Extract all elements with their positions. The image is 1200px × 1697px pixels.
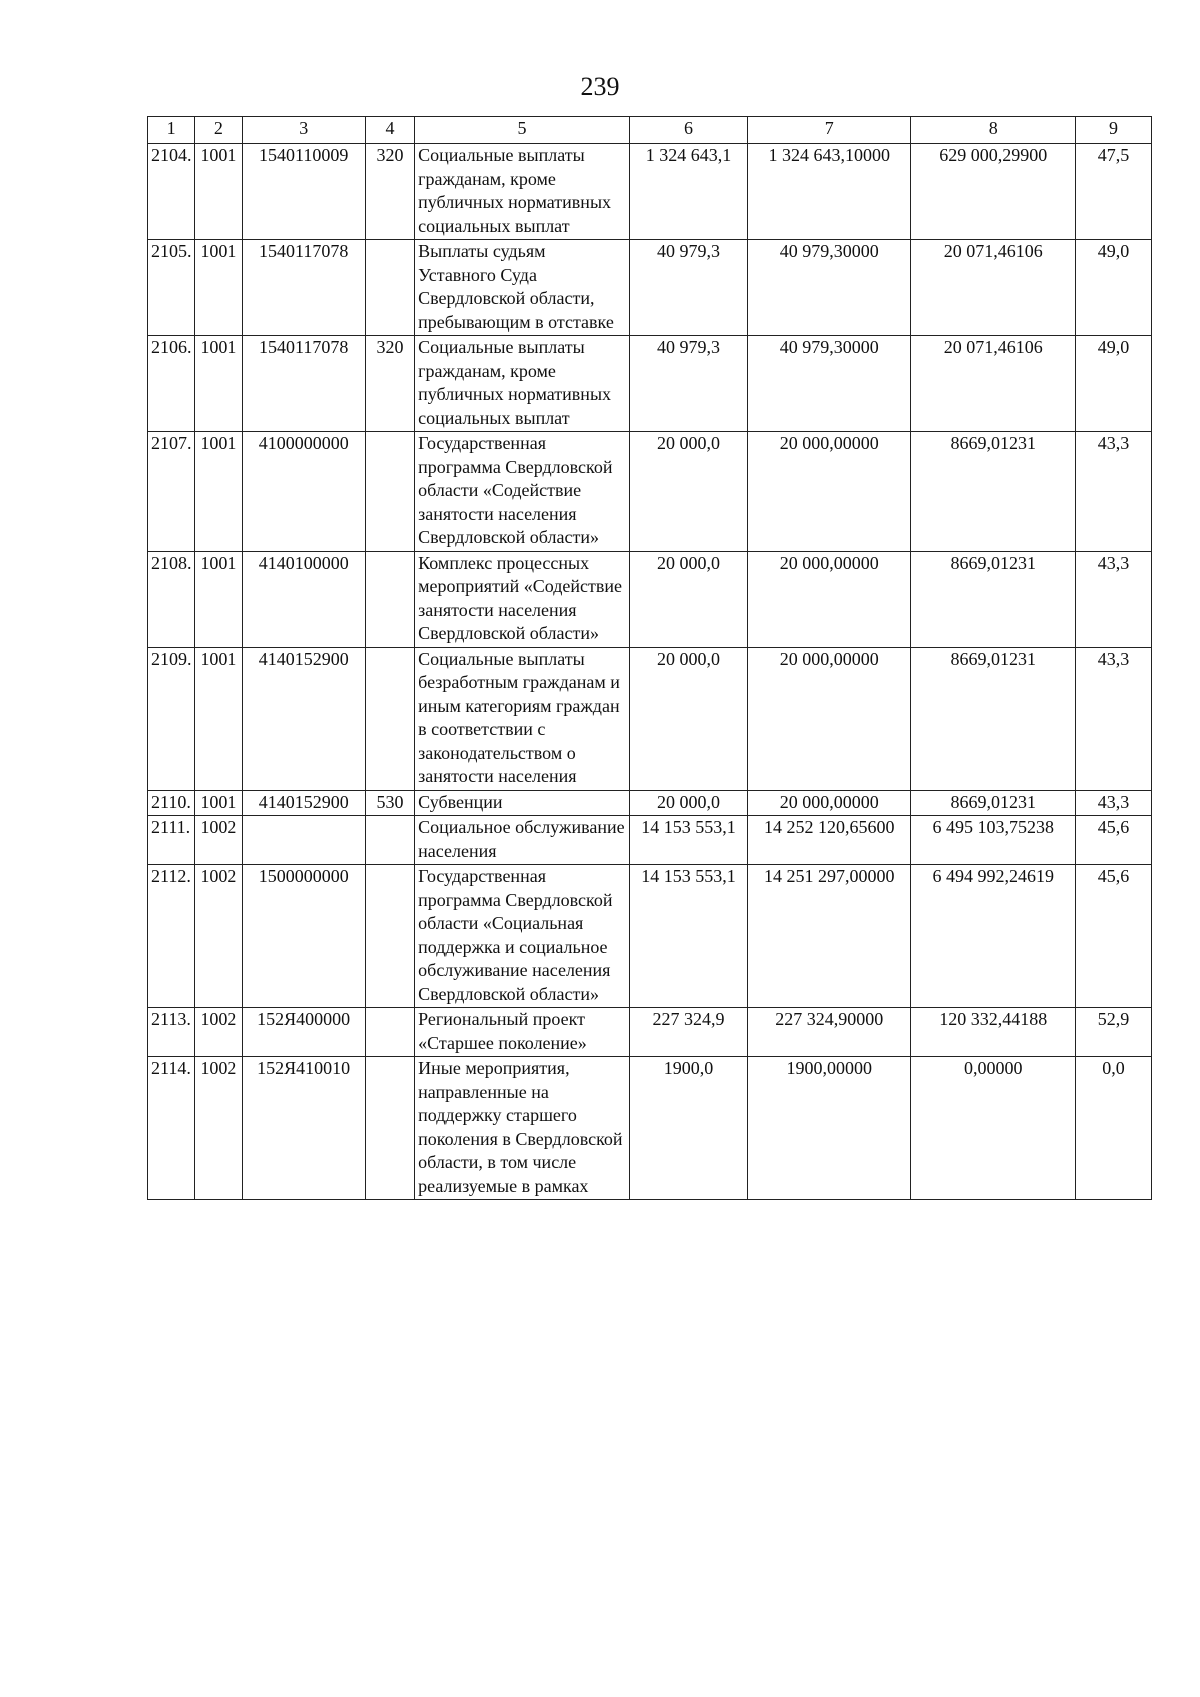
approved-amount-cell: 20 000,0 bbox=[629, 432, 747, 552]
item-name-cell: Социальные выплаты гражданам, кроме публичных нормативных социальных выплат bbox=[415, 336, 630, 432]
item-name-cell: Иные мероприятия, направленные на поддержку старшего поколения в Свердловской области, в том числе реализуемые в рамках bbox=[415, 1057, 630, 1200]
execution-percent-cell: 49,0 bbox=[1075, 240, 1151, 336]
column-header: 9 bbox=[1075, 117, 1151, 144]
item-name-cell: Субвенции bbox=[415, 790, 630, 816]
page-number: 239 bbox=[580, 72, 620, 101]
approved-amount-cell: 20 000,0 bbox=[629, 551, 747, 647]
item-name-cell: Социальные выплаты безработным гражданам и иным категориям граждан в соответствии с законодательством о занятости населения bbox=[415, 647, 630, 790]
item-name-cell: Социальные выплаты гражданам, кроме публичных нормативных социальных выплат bbox=[415, 144, 630, 240]
execution-percent-cell: 49,0 bbox=[1075, 336, 1151, 432]
table-row bbox=[148, 1008, 1152, 1057]
target-code-cell: 4100000000 bbox=[242, 432, 365, 552]
execution-percent-cell: 43,3 bbox=[1075, 790, 1151, 816]
target-code-cell: 1540117078 bbox=[242, 336, 365, 432]
table-row bbox=[148, 816, 1152, 865]
target-code-cell: 152Я410010 bbox=[242, 1057, 365, 1200]
expense-type-cell: 320 bbox=[365, 336, 414, 432]
executed-amount-cell: 8669,01231 bbox=[911, 551, 1075, 647]
refined-amount-cell: 14 252 120,65600 bbox=[748, 816, 911, 865]
item-name-cell: Социальное обслуживание населения bbox=[415, 816, 630, 865]
table-row bbox=[148, 865, 1152, 1008]
row-number-cell: 2113. bbox=[148, 1008, 195, 1057]
refined-amount-cell: 40 979,30000 bbox=[748, 240, 911, 336]
executed-amount-cell: 8669,01231 bbox=[911, 432, 1075, 552]
expense-type-cell bbox=[365, 551, 414, 647]
row-number-cell: 2114. bbox=[148, 1057, 195, 1200]
section-code-cell: 1002 bbox=[195, 1057, 242, 1200]
approved-amount-cell: 1900,0 bbox=[629, 1057, 747, 1200]
row-number-cell: 2109. bbox=[148, 647, 195, 790]
execution-percent-cell: 0,0 bbox=[1075, 1057, 1151, 1200]
execution-percent-cell: 45,6 bbox=[1075, 865, 1151, 1008]
expense-type-cell bbox=[365, 816, 414, 865]
section-code-cell: 1001 bbox=[195, 551, 242, 647]
budget-table bbox=[147, 116, 1152, 1200]
expense-type-cell bbox=[365, 647, 414, 790]
item-name-cell: Государственная программа Свердловской области «Социальная поддержка и социальное обслуживание населения Свердловской области» bbox=[415, 865, 630, 1008]
target-code-cell: 1540110009 bbox=[242, 144, 365, 240]
item-name-cell: Государственная программа Свердловской области «Содействие занятости населения Свердловской области» bbox=[415, 432, 630, 552]
execution-percent-cell: 47,5 bbox=[1075, 144, 1151, 240]
section-code-cell: 1001 bbox=[195, 336, 242, 432]
refined-amount-cell: 1 324 643,10000 bbox=[748, 144, 911, 240]
section-code-cell: 1002 bbox=[195, 816, 242, 865]
table-row bbox=[148, 336, 1152, 432]
target-code-cell: 4140100000 bbox=[242, 551, 365, 647]
expense-type-cell bbox=[365, 1008, 414, 1057]
table-header-row bbox=[148, 117, 1152, 144]
execution-percent-cell: 52,9 bbox=[1075, 1008, 1151, 1057]
executed-amount-cell: 20 071,46106 bbox=[911, 240, 1075, 336]
refined-amount-cell: 227 324,90000 bbox=[748, 1008, 911, 1057]
executed-amount-cell: 8669,01231 bbox=[911, 647, 1075, 790]
refined-amount-cell: 20 000,00000 bbox=[748, 790, 911, 816]
table-row bbox=[148, 144, 1152, 240]
approved-amount-cell: 14 153 553,1 bbox=[629, 816, 747, 865]
approved-amount-cell: 40 979,3 bbox=[629, 240, 747, 336]
section-code-cell: 1001 bbox=[195, 432, 242, 552]
section-code-cell: 1002 bbox=[195, 865, 242, 1008]
expense-type-cell: 530 bbox=[365, 790, 414, 816]
row-number-cell: 2104. bbox=[148, 144, 195, 240]
refined-amount-cell: 20 000,00000 bbox=[748, 647, 911, 790]
execution-percent-cell: 43,3 bbox=[1075, 432, 1151, 552]
approved-amount-cell: 20 000,0 bbox=[629, 647, 747, 790]
column-header: 7 bbox=[748, 117, 911, 144]
target-code-cell: 4140152900 bbox=[242, 790, 365, 816]
item-name-cell: Региональный проект «Старшее поколение» bbox=[415, 1008, 630, 1057]
table-row bbox=[148, 432, 1152, 552]
refined-amount-cell: 20 000,00000 bbox=[748, 432, 911, 552]
section-code-cell: 1002 bbox=[195, 1008, 242, 1057]
approved-amount-cell: 14 153 553,1 bbox=[629, 865, 747, 1008]
expense-type-cell bbox=[365, 865, 414, 1008]
row-number-cell: 2110. bbox=[148, 790, 195, 816]
column-header: 5 bbox=[415, 117, 630, 144]
column-header: 2 bbox=[195, 117, 242, 144]
target-code-cell: 4140152900 bbox=[242, 647, 365, 790]
approved-amount-cell: 40 979,3 bbox=[629, 336, 747, 432]
refined-amount-cell: 1900,00000 bbox=[748, 1057, 911, 1200]
expense-type-cell bbox=[365, 240, 414, 336]
approved-amount-cell: 1 324 643,1 bbox=[629, 144, 747, 240]
target-code-cell: 1500000000 bbox=[242, 865, 365, 1008]
executed-amount-cell: 20 071,46106 bbox=[911, 336, 1075, 432]
table-row bbox=[148, 551, 1152, 647]
execution-percent-cell: 45,6 bbox=[1075, 816, 1151, 865]
table-row bbox=[148, 1057, 1152, 1200]
expense-type-cell bbox=[365, 432, 414, 552]
table-row bbox=[148, 790, 1152, 816]
row-number-cell: 2107. bbox=[148, 432, 195, 552]
table-row bbox=[148, 647, 1152, 790]
column-header: 3 bbox=[242, 117, 365, 144]
row-number-cell: 2111. bbox=[148, 816, 195, 865]
table-body bbox=[148, 144, 1152, 1200]
executed-amount-cell: 0,00000 bbox=[911, 1057, 1075, 1200]
row-number-cell: 2105. bbox=[148, 240, 195, 336]
item-name-cell: Выплаты судьям Уставного Суда Свердловской области, пребывающим в отставке bbox=[415, 240, 630, 336]
expense-type-cell: 320 bbox=[365, 144, 414, 240]
table-row bbox=[148, 240, 1152, 336]
approved-amount-cell: 20 000,0 bbox=[629, 790, 747, 816]
target-code-cell: 1540117078 bbox=[242, 240, 365, 336]
row-number-cell: 2106. bbox=[148, 336, 195, 432]
refined-amount-cell: 14 251 297,00000 bbox=[748, 865, 911, 1008]
section-code-cell: 1001 bbox=[195, 144, 242, 240]
executed-amount-cell: 120 332,44188 bbox=[911, 1008, 1075, 1057]
row-number-cell: 2108. bbox=[148, 551, 195, 647]
column-header: 4 bbox=[365, 117, 414, 144]
section-code-cell: 1001 bbox=[195, 240, 242, 336]
executed-amount-cell: 8669,01231 bbox=[911, 790, 1075, 816]
expense-type-cell bbox=[365, 1057, 414, 1200]
execution-percent-cell: 43,3 bbox=[1075, 647, 1151, 790]
section-code-cell: 1001 bbox=[195, 647, 242, 790]
column-header: 1 bbox=[148, 117, 195, 144]
executed-amount-cell: 6 494 992,24619 bbox=[911, 865, 1075, 1008]
row-number-cell: 2112. bbox=[148, 865, 195, 1008]
item-name-cell: Комплекс процессных мероприятий «Содействие занятости населения Свердловской области» bbox=[415, 551, 630, 647]
executed-amount-cell: 6 495 103,75238 bbox=[911, 816, 1075, 865]
refined-amount-cell: 40 979,30000 bbox=[748, 336, 911, 432]
execution-percent-cell: 43,3 bbox=[1075, 551, 1151, 647]
section-code-cell: 1001 bbox=[195, 790, 242, 816]
target-code-cell: 152Я400000 bbox=[242, 1008, 365, 1057]
column-header: 6 bbox=[629, 117, 747, 144]
column-header: 8 bbox=[911, 117, 1075, 144]
refined-amount-cell: 20 000,00000 bbox=[748, 551, 911, 647]
executed-amount-cell: 629 000,29900 bbox=[911, 144, 1075, 240]
target-code-cell bbox=[242, 816, 365, 865]
approved-amount-cell: 227 324,9 bbox=[629, 1008, 747, 1057]
